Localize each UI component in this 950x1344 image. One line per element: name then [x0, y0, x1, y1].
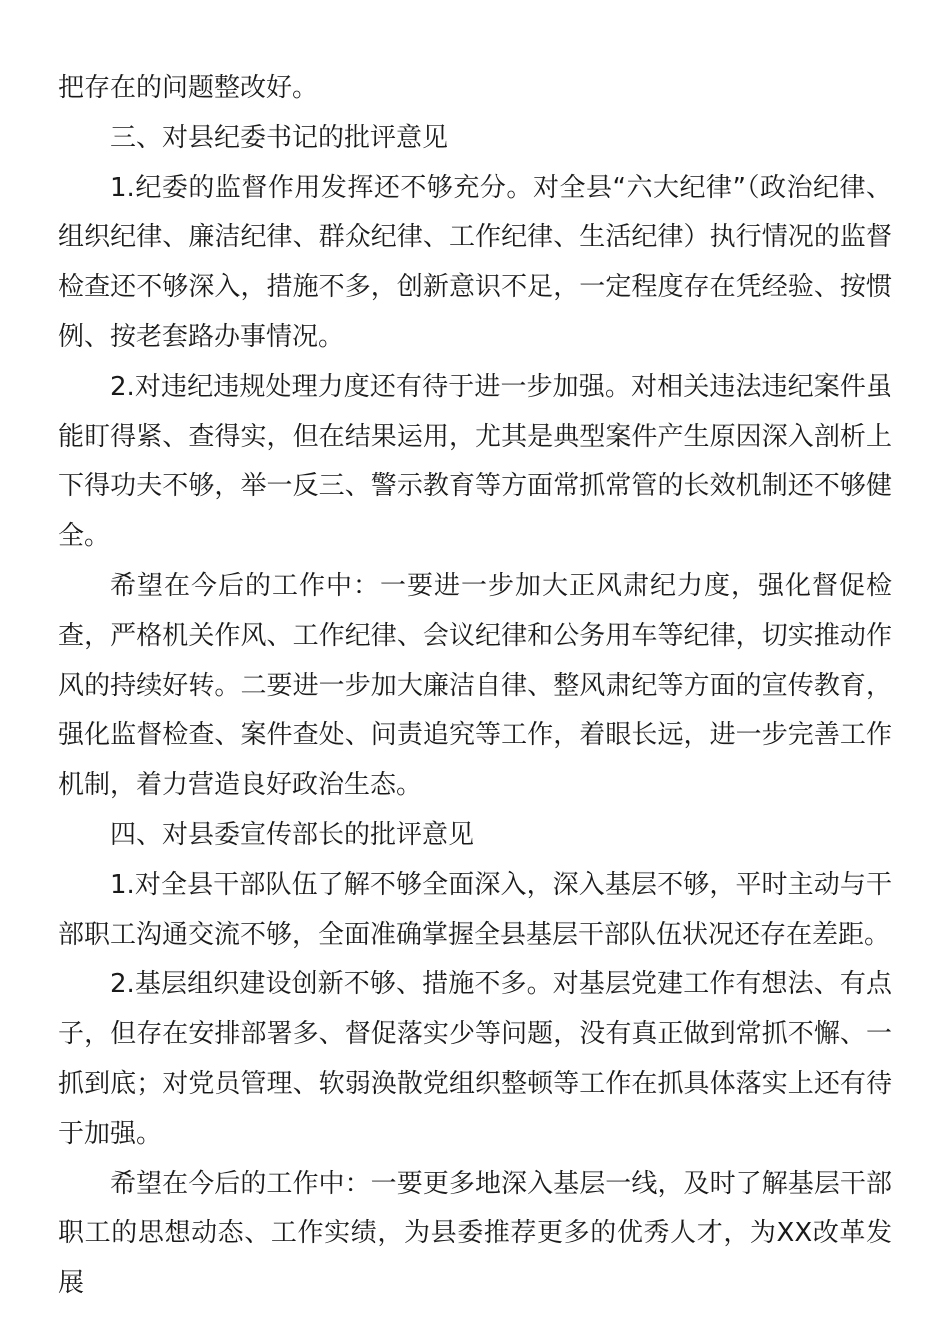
section-heading-4: 四、对县委宣传部长的批评意见: [110, 819, 475, 850]
paragraph-3-2: 2.对违纪违规处理力度还有待于进一步加强。对相关违法违纪案件虽能盯得紧、查得实，但在结果运用，尤其是典型案件产生原因深入剖析上下得功夫不够，举一反三、警示教育等方面常抓常管的长效机制还不够健全。: [58, 371, 892, 552]
paragraph-3-hope: 希望在今后的工作中：一要进一步加大正风肃纪力度，强化督促检查，严格机关作风、工作纪律、会议纪律和公务用车等纪律，切实推动作风的持续好转。二要进一步加大廉洁自律、整风肃纪等方面的宣传教育，强化监督检查、案件查处、问责追究等工作，着眼长远，进一步完善工作机制，着力营造良好政治生态。: [58, 570, 892, 801]
paragraph-4-hope: 希望在今后的工作中：一要更多地深入基层一线，及时了解基层干部职工的思想动态、工作实绩，为县委推荐更多的优秀人才，为XX改革发展: [58, 1168, 892, 1299]
document-page: [58, 64, 892, 1309]
paragraph-4-1: 1.对全县干部队伍了解不够全面深入，深入基层不够，平时主动与干部职工沟通交流不够，全面准确掌握全县基层干部队伍状况还存在差距。: [58, 869, 892, 950]
paragraph-3-1: 1.纪委的监督作用发挥还不够充分。对全县“六大纪律”（政治纪律、组织纪律、廉洁纪律、群众纪律、工作纪律、生活纪律）执行情况的监督检查还不够深入，措施不多，创新意识不足，一定程度存在凭经验、按惯例、按老套路办事情况。: [58, 172, 892, 352]
paragraph-continuation: 把存在的问题整改好。: [58, 73, 319, 103]
paragraph-4-2: 2.基层组织建设创新不够、措施不多。对基层党建工作有想法、有点子，但存在安排部署多、督促落实少等问题，没有真正做到常抓不懈、一抓到底；对党员管理、软弱涣散党组织整顿等工作在抓具体落实上还有待于加强。: [58, 969, 892, 1149]
section-heading-3: 三、对县纪委书记的批评意见: [110, 122, 449, 153]
